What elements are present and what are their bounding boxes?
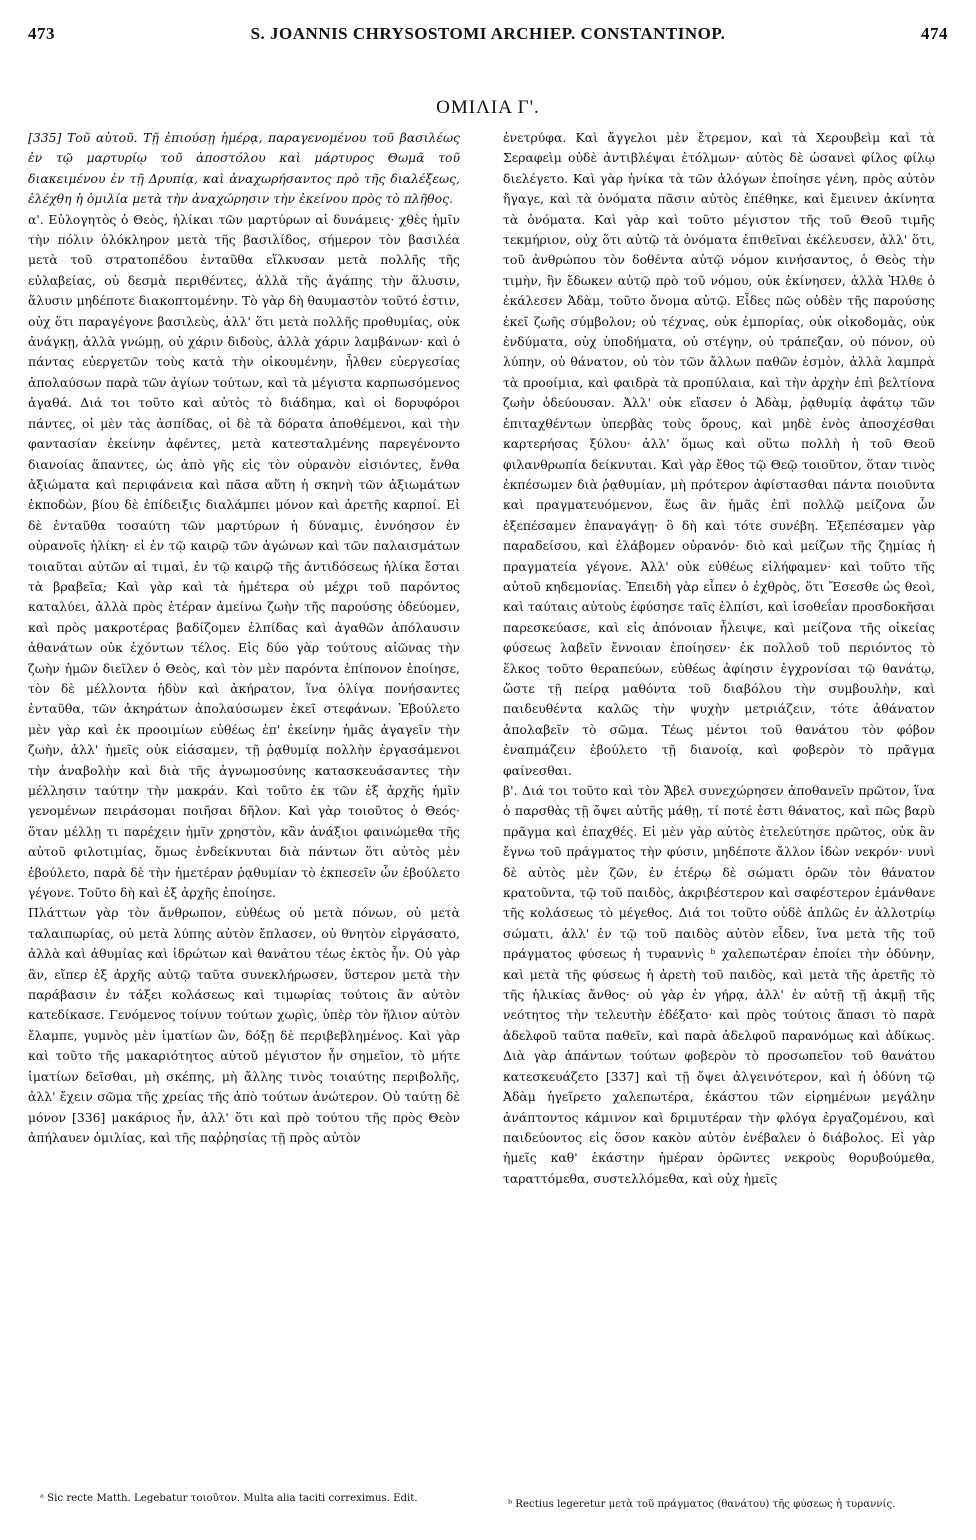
right-column (503, 128, 935, 1189)
right-paragraph-1: ἐνετρύφα. Καὶ ἄγγελοι μὲν ἔτρεμον, καὶ τὰ Χερουβεὶμ καὶ τὰ Σεραφεὶμ οὐδὲ ἀντιβλέψαι ἐτόλμων· αὐτὸς δὲ ὡσανεὶ φίλος φίλῳ διελέγετο. Καὶ γὰρ ἡνίκα τὰ τῶν ἀλόγων ἐποίησε γένη, πρὸς αὐτὸν ἤγαγε, καὶ τὰ ὀνόματα πᾶσιν αὐτὸς ἐπέθηκε, καὶ ἔμεινεν ἀκίνητα τὰ ὀνόματα. Καὶ γὰρ καὶ τοῦτο μέγιστον τῆς τοῦ Θεοῦ τιμῆς τεκμήριον, οὐχ ὅτι αὐτῷ τὰ ὀνόματα ἐπιθεῖναι ἐκέλευσεν, ἀλλ' ὅτι, τοῦ ἀνθρώπου τὸν δοθέντα αὐτῷ νόμον κινήσαντος, ὁ Θεὸς τὴν τιμὴν, ἣν ἔδωκεν αὐτῷ πρὸ τοῦ νόμου, οὐκ ἐκίνησεν, ἀλλὰ Ἠλθε ὁ ἐκάλεσεν Ἀδὰμ, τοῦτο ὄνομα αὐτῷ. Εἶδες πῶς οὐδὲν τῆς παρούσης ἐκεῖ ζωῆς σύμβολον; οὐ τέχνας, οὐκ ἐμπορίας, οὐκ οἰκοδομὰς, οὐκ ἐνδύματα, οὐχ ὑποδήματα, οὐ στέγην, οὐ τράπεζαν, οὐ πόνον, οὐ λύπην, οὐ θάνατον, οὐ τὸν τῶν ἄλλων παθῶν ἑσμὸν, ἀλλὰ λαμπρὰ τὰ προοίμια, καὶ φαιδρὰ τὰ προπύλαια, καὶ τὴν ἀρχὴν ἐπὶ βελτίονα ζωὴν ὁδεύουσαν. Ἀλλ' οὐκ εἴασεν ὁ Ἀδὰμ, ῥᾳθυμίᾳ ἀφάτῳ τῶν ἐπιταχθέντων ὑπερβὰς τοὺς ὅρους, καὶ μηδὲ ἑνὸς ἀποσχέσθαι καρτερήσας ξύλου· ἀλλ' ὅμως καὶ οὕτω πολλὴ ἡ τοῦ Θεοῦ φιλανθρωπία δείκνυται. Καὶ γὰρ ἔθος τῷ Θεῷ τοιοῦτον, ὅταν τινὸς ἐκπέσωμεν διὰ ῥᾳθυμίαν, μὴ πρότερον ἀφίστασθαι πάντα ποιοῦντα καὶ πραγματευόμενον, ἕως ἂν ἡμᾶς ἐπὶ πολλῷ μείζονα ὧν ἐξεπέσαμεν ἐπαναγάγῃ· ὃ δὴ καὶ τότε συνέβη. Ἐξεπέσαμεν γὰρ παραδείσου, καὶ ἐλάβομεν οὐρανόν· διὸ καὶ μείζων τῆς ζημίας ἡ πραγματεία γέγονε. Ἀλλ' οὐκ εὐθέως εἰλήφαμεν· καὶ τοῦτο τῆς αὐτοῦ κηδεμονίας. Ἐπειδὴ γὰρ εἶπεν ὁ ἐχθρὸς, ὅτι Ἔσεσθε ὡς θεοὶ, καὶ ταύταις αὐτοὺς ἐφύσησε ταῖς ἐλπίσι, καὶ ἰσοθεΐαν προσδοκῆσαι παρεσκεύασε, καὶ εἰς ἀπόνοιαν ἦλειψε, καὶ μείζονα τῆς οἰκείας φύσεως λαβεῖν ἔννοιαν ἐποίησεν· ἐκ πολλοῦ τοῦ περιόντος τὸ ἕλκος τοῦτο θεραπεύων, εὐθέως ἀφίησιν ἐγχρονίσαι τῷ θανάτῳ, ὥστε τῇ πείρᾳ μαθόντα τοῦ διαβόλου τὴν συμβουλὴν, καὶ παιδευθέντα καλῶς τὴν ψυχὴν μετριάζειν, τότε ἀθάνατον ἀπολαβεῖν τὸ σῶμα. Τέως μέντοι τοῦ θανάτου τὸν φόβον ἐναπμάζειν ἐβούλετο τῇ διανοίᾳ, καὶ φοβερὸν τὸ πρᾶγμα φαίνεσθαι. (503, 130, 935, 778)
left-paragraph-2: Πλάττων γὰρ τὸν ἄνθρωπον, εὐθέως οὐ μετὰ πόνων, οὐ μετὰ ταλαιπωρίας, οὐ μετὰ λύπης αὐτὸν ἔπλασεν, οὐ θνητὸν εἰργάσατο, ἀλλὰ καὶ ἀθυμίας καὶ ἱδρώτων καὶ θανάτου τέως ἐκτὸς ἦν. Οὐ γὰρ ἂν, εἴπερ ἐξ ἀρχῆς αὐτῷ ταῦτα συνεκλήρωσεν, ὕστερον μετὰ τὴν παράβασιν ἐν τάξει κολάσεως καὶ τιμωρίας τούτοις ἂν αὐτὸν κατεδίκασε. Γενόμενος τοίνυν τούτων χωρὶς, ὑπὲρ τὸν ἥλιον αὐτὸν ἔλαμπε, γυμνὸς μὲν ἱματίων ὢν, δόξῃ δὲ περιβεβλημένος. Καὶ γὰρ καὶ τοῦτο τῆς μακαριότητος αὐτοῦ μέγιστον ἦν σημεῖον, τὸ μήτε ἱματίων δεῖσθαι, μὴ σκέπης, μὴ ἄλλης τινὸς τοιαύτης περιβολῆς, ἀλλ' ἔχειν σῶμα τῆς χρείας τῆς ἀπὸ τούτων ἀνώτερον. Οὐ ταύτῃ δὲ μόνον [336] μακάριος ἦν, ἀλλ' ὅτι καὶ πρὸ τούτου τῆς πρὸς Θεὸν ἀπήλαυεν ὁμιλίας, καὶ τῆς παῤῥησίας τῇ πρὸς αὐτὸν (28, 905, 460, 1145)
left-paragraph-1: α'. Εὐλογητὸς ὁ Θεὸς, ἡλίκαι τῶν μαρτύρων αἱ δυνάμεις· χθὲς ἡμῖν τὴν πόλιν ὁλόκληρον μετὰ τῆς βασιλίδος, σήμερον τὸν βασιλέα μετὰ τοῦ στρατοπέδου ἐνταῦθα εἵλκυσαν μετὰ πολλῆς τῆς εὐλαβείας, οὐ δεσμὰ περιθέντες, ἀλλὰ τῆς ἀγάπης τὴν ἅλυσιν, ἅλυσιν μηδέποτε διακοπτομένην. Τὸ γὰρ δὴ θαυμαστὸν τοῦτό ἐστιν, οὐχ ὅτι παραγέγονε βασιλεὺς, ἀλλ' ὅτι μετὰ πολλῆς προθυμίας, οὐκ ἀνάγκῃ, ἀλλὰ γνώμῃ, οὐ χάριν διδοὺς, ἀλλὰ χάριν λαμβάνων· καὶ ὁ πάντας εὐεργετῶν τοὺς κατὰ τὴν οἰκουμένην, ἦλθεν εὐεργεσίας ἀπολαύσων παρὰ τῶν ἁγίων τούτων, καὶ τὰ μέγιστα καρπωσόμενος ἀγαθά. Διά τοι τοῦτο καὶ αὐτὸς τὸ διάδημα, καὶ οἱ δορυφόροι πάντες, οἱ μὲν τὰς ἀσπίδας, οἱ δὲ τὰ δόρατα ἀποθέμενοι, καὶ τὴν φαντασίαν ἐκείνην ἀφέντες, μετὰ κατεσταλμένης παρεγένοντο διανοίας ἅπαντες, ὡς ἀπὸ γῆς εἰς τὸν οὐρανὸν εἰσιόντες, ἔνθα ἀξιώματα καὶ περιφάνεια καὶ πᾶσα αὕτη ἡ σκηνὴ τῶν ἀξιωμάτων ἐκποδὼν, βίου δὲ ἐπίδειξις διαλάμπει μόνον καὶ ἀρετῆς καρποί. Εἰ δὲ ἐνταῦθα τοσαύτη τῶν μαρτύρων ἡ δύναμις, ἐννόησον ἐν οὐρανοῖς ἡλίκη· εἰ ἐν τῷ καιρῷ τῶν ἀγώνων καὶ τῶν παλαισμάτων τοιαῦται αὐτῶν αἱ τιμαὶ, ἐν τῷ καιρῷ τῆς ἀντιδόσεως ἡλίκα ἔσται τὰ βραβεῖα; Καὶ γὰρ καὶ τὰ ἡμέτερα οὐ μέχρι τοῦ παρόντος καταλύει, ἀλλὰ πρὸς ἑτέραν ἀμείνω ζωὴν τῆς παρούσης ὁδεύομεν, καὶ πρὸς μακροτέρας βαδίζομεν ἐλπίδας καὶ ἀγαθῶν ἀπόλαυσιν ἀθανάτων οὐκ ἐχόντων τέλος. Εἰς δύο γὰρ τούτους αἰῶνας τὴν ζωὴν ἡμῶν διεῖλεν ὁ Θεὸς, καὶ τὸν μὲν παρόντα ἐπίπονον ἐποίησε, τὸν δὲ μέλλοντα ἡδὺν καὶ ἀκήρατον, ἵνα ὀλίγα πονήσαντες ἐνταῦθα, τῶν ἀκηράτων ἀπολαύσωμεν ἐκεῖ στεφάνων. Ἐβούλετο μὲν γὰρ καὶ ἐκ προοιμίων εὐθέως ἐπ' ἐκείνην ἡμᾶς ἀγαγεῖν τὴν ζωὴν, ἀλλ' ἡμεῖς οὐκ εἰάσαμεν, τῇ ῥᾳθυμίᾳ πολλὴν ἐργασάμενοι τὴν ἀναβολὴν καὶ διὰ τῆς ἀγνωμοσύνης κατασκευάσαντες τὴν μέλλησιν ταύτην τὴν μακράν. Καὶ τοῦτο ἐκ τῶν ἐξ ἀρχῆς ἡμῖν γενομένων πειράσομαι ποιῆσαι δῆλον. Καὶ γὰρ τοιοῦτος ὁ Θεός· ὅταν μέλλῃ τι παρέχειν ἡμῖν χρηστὸν, κἂν ἀνάξιοι φαινώμεθα τῆς αὐτοῦ φιλοτιμίας, ὅμως ἐνδείκνυται διὰ πάντων ὅτι αὐτὸς μὲν ἐβούλετο, παρὰ δὲ τὴν ἡμετέραν ῥᾳθυμίαν τὸ ἐκπεσεῖν ὧν ἐβούλετο γέγονε. Τοῦτο δὴ καὶ ἐξ ἀρχῆς ἐποίησε. (28, 211, 460, 901)
left-page-number: 473 (28, 24, 55, 43)
running-title: S. JOANNIS CHRYSOSTOMI ARCHIEP. CONSTANTINOP. (250, 24, 726, 43)
running-header (28, 14, 948, 42)
right-page-number: 474 (921, 24, 948, 43)
right-paragraph-2: β'. Διά τοι τοῦτο καὶ τὸν Ἄβελ συνεχώρησεν ἀποθανεῖν πρῶτον, ἵνα ὁ παρσθὰς τῇ ὄψει αὐτῆς μάθῃ, τί ποτέ ἐστι θάνατος, καὶ πῶς βαρὺ πρᾶγμα καὶ ἐπαχθές. Εἰ μὲν γὰρ αὐτὸς ἐτελεύτησε πρῶτος, οὐκ ἂν ἔγνω τοῦ πράγματος τὴν φύσιν, μηδέποτε ἄλλον ἰδὼν νεκρόν· νυνὶ δὲ αὐτὸς μὲν ζῶν, ἐν ἑτέρῳ δὲ σώματι ὁρῶν τὸν θάνατον κρατοῦντα, τῷ τοῦ παιδὸς, ἀκριβέστερον καὶ σαφέστερον ἐμάνθανε τῆς κολάσεως τὸ μέγεθος. Διά τοι τοῦτο οὐδὲ ἁπλῶς ἐν ἀλλοτρίῳ σώματι, ἀλλ' ἐν τῷ τοῦ παιδὸς αὐτὸν εἶδεν, ἵνα μετὰ τῆς τοῦ πράγματος φύσεως ἡ τυραννὶς ᵇ χαλεπωτέραν ἐποίει τὴν ὀδύνην, καὶ μετὰ τῆς φύσεως ἡ ἀρετὴ τοῦ παιδὸς, καὶ μετὰ τῆς ἀρετῆς τὸ τῆς ἡλικίας ἄνθος· οὐ γὰρ ἐν γήρᾳ, ἀλλ' ἐν αὐτῇ τῇ ἀκμῇ τῆς νεότητος τὴν τελευτὴν ἐδέξατο· καὶ πρὸς τούτοις ἅπασι τὸ παρὰ ἀδελφοῦ ταῦτα παθεῖν, καὶ παρὰ ἀδελφοῦ παρανόμως καὶ ἀδίκως. Διὰ γὰρ ἁπάντων τούτων φοβερὸν τὸ προσωπεῖον τοῦ θανάτου κατεσκευάζετο [337] καὶ τῇ ὄψει ἀλγεινότερον, καὶ ἡ ὀδύνη τῷ Ἀδὰμ ἡγεῖρετο χαλεπωτέρα, ἑκάστου τῶν εἰρημένων μεγάλην ἀνάπτοντος κάμινον καὶ δριμυτέραν τὴν φλόγα ἐργαζομένου, καὶ παιδεύοντος εἰς ὅσον κακὸν αὐτὸν ἐνέβαλεν ὁ διάβολος. Εἰ γὰρ ἡμεῖς καθ' ἑκάστην ἡμέραν ὁρῶντες νεκροὺς θορυβούμεθα, ταραττόμεθα, συστελλόμεθα, καὶ οὐχ ἡμεῖς (503, 783, 935, 1186)
homily-title: ΟΜΙΛΙΑ Γ'. (436, 97, 540, 118)
left-column (28, 128, 460, 1148)
homily-introduction: [335] Τοῦ αὐτοῦ. Τῇ ἐπιούσῃ ἡμέρᾳ, παραγενομένου τοῦ βασιλέως ἐν τῷ μαρτυρίῳ τοῦ ἀποστόλου καὶ μάρτυρος Θωμᾶ τοῦ διακειμένου ἐν τῇ Δρυπίᾳ, καὶ ἀναχωρήσαντος πρὸ τῆς διαλέξεως, ἐλέχθη ἡ ὁμιλία μετὰ τὴν ἀναχώρησιν τὴν ἐκείνου πρὸς τὸ πλῆθος. (28, 130, 460, 207)
left-footnote: ᵃ Sic recte Matth. Legebatur τοιοῦτον. Multa alia taciti correximus. Edit. (40, 1493, 418, 1504)
right-footnote: ᵇ Rectius legeretur μετὰ τοῦ πράγματος (θανάτου) τῆς φύσεως ἡ τυραννίς. (508, 1499, 896, 1510)
